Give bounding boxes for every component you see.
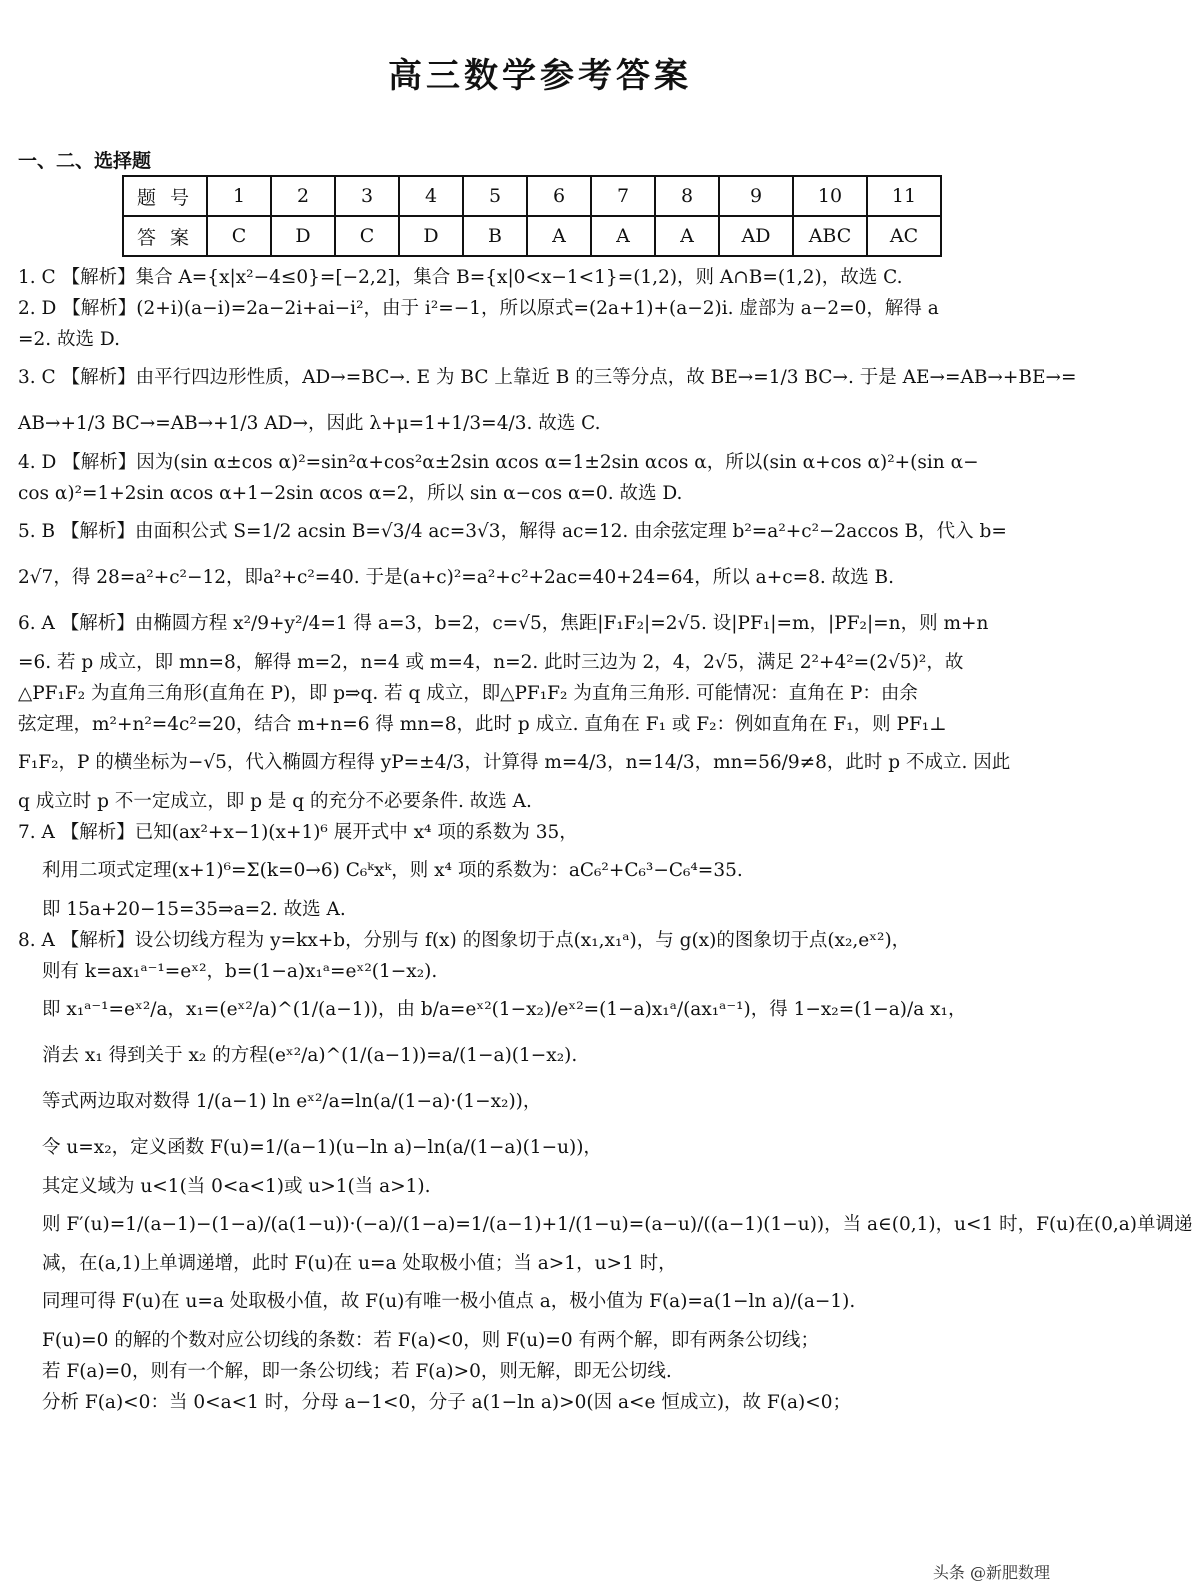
solution-line: 2√7，得 28=a²+c²−12，即a²+c²=40. 于是(a+c)²=a²+c²+2ac=40+24=64，所以 a+c=8. 故选 B.	[18, 567, 894, 588]
table-cell: 9	[719, 176, 793, 216]
table-cell: D	[271, 216, 335, 256]
table-row	[123, 216, 941, 256]
table-row-header: 答 案	[123, 216, 207, 256]
table-cell: 6	[527, 176, 591, 216]
solution-line: 弦定理，m²+n²=4c²=20，结合 m+n=6 得 mn=8，此时 p 成立. 直角在 F₁ 或 F₂：例如直角在 F₁，则 PF₁⊥	[18, 714, 947, 735]
solution-line: =2. 故选 D.	[18, 329, 120, 350]
solution-line: F₁F₂，P 的横坐标为−√5，代入椭圆方程得 yP=±4/3，计算得 m=4/3，n=14/3，mn=56/9≠8，此时 p 不成立. 因此	[18, 752, 1011, 773]
table-cell: 11	[867, 176, 941, 216]
solution-line: 其定义域为 u<1(当 0<a<1)或 u>1(当 a>1).	[42, 1176, 431, 1197]
table-cell: A	[591, 216, 655, 256]
solution-line: 即 x₁ᵃ⁻¹=eˣ²/a，x₁=(eˣ²/a)^(1/(a−1))，由 b/a=eˣ²(1−x₂)/eˣ²=(1−a)x₁ᵃ/(ax₁ᵃ⁻¹)，得 1−x₂=(1−a)/a x₁，	[42, 999, 967, 1020]
solution-line: 则 F′(u)=1/(a−1)−(1−a)/(a(1−u))·(−a)/(1−a)=1/(a−1)+1/(1−u)=(a−u)/((a−1)(1−u))，当 a∈(0,1)，u<1 时，F(u)在(0,a)单调递	[42, 1214, 1192, 1235]
table-cell: 5	[463, 176, 527, 216]
watermark-text: 头条 @新肥数理	[932, 1563, 1050, 1582]
solution-line: 同理可得 F(u)在 u=a 处取极小值，故 F(u)有唯一极小值点 a，极小值为 F(a)=a(1−ln a)/(a−1).	[42, 1291, 856, 1312]
table-row	[123, 176, 941, 216]
solution-line: 减，在(a,1)上单调递增，此时 F(u)在 u=a 处取极小值；当 a>1，u>1 时，	[42, 1253, 677, 1274]
solution-line: 令 u=x₂，定义函数 F(u)=1/(a−1)(u−ln a)−ln(a/(1−a)(1−u))，	[42, 1137, 602, 1158]
table-cell: 10	[793, 176, 867, 216]
page-title: 高三数学参考答案	[388, 56, 692, 96]
solution-line: 6. A 【解析】由椭圆方程 x²/9+y²/4=1 得 a=3，b=2，c=√5，焦距|F₁F₂|=2√5. 设|PF₁|=m，|PF₂|=n，则 m+n	[18, 613, 989, 634]
table-cell: A	[527, 216, 591, 256]
table-cell: 2	[271, 176, 335, 216]
solution-line: 即 15a+20−15=35⇒a=2. 故选 A.	[42, 899, 346, 920]
solution-line: 分析 F(a)<0：当 0<a<1 时，分母 a−1<0，分子 a(1−ln a)>0(因 a<e 恒成立)，故 F(a)<0；	[42, 1392, 851, 1413]
solution-line: 5. B 【解析】由面积公式 S=1/2 acsin B=√3/4 ac=3√3，解得 ac=12. 由余弦定理 b²=a²+c²−2accos B，代入 b=	[18, 521, 1007, 542]
table-row-header: 题 号	[123, 176, 207, 216]
solution-line: 8. A 【解析】设公切线方程为 y=kx+b，分别与 f(x) 的图象切于点(x₁,x₁ᵃ)，与 g(x)的图象切于点(x₂,eˣ²)，	[18, 930, 911, 951]
solution-line: F(u)=0 的解的个数对应公切线的条数：若 F(a)<0，则 F(u)=0 有两个解，即有两条公切线；	[42, 1330, 820, 1351]
table-cell: C	[207, 216, 271, 256]
solution-line: =6. 若 p 成立，即 mn=8，解得 m=2，n=4 或 m=4，n=2. 此时三边为 2，4，2√5，满足 2²+4²=(2√5)²，故	[18, 652, 964, 673]
solution-line: 利用二项式定理(x+1)⁶=Σ(k=0→6) C₆ᵏxᵏ，则 x⁴ 项的系数为：aC₆²+C₆³−C₆⁴=35.	[42, 860, 743, 881]
solutions-body	[18, 262, 1192, 1418]
table-cell: 1	[207, 176, 271, 216]
answer-table	[122, 175, 942, 257]
solution-line: 3. C 【解析】由平行四边形性质，AD→=BC→. E 为 BC 上靠近 B 的三等分点，故 BE→=1/3 BC→. 于是 AE→=AB→+BE→=	[18, 367, 1077, 388]
table-cell: AD	[719, 216, 793, 256]
solution-line: 则有 k=ax₁ᵃ⁻¹=eˣ²，b=(1−a)x₁ᵃ=eˣ²(1−x₂).	[42, 961, 438, 982]
table-cell: D	[399, 216, 463, 256]
table-cell: ABC	[793, 216, 867, 256]
solution-line: AB→+1/3 BC→=AB→+1/3 AD→，因此 λ+μ=1+1/3=4/3. 故选 C.	[18, 413, 601, 434]
solution-line: 消去 x₁ 得到关于 x₂ 的方程(eˣ²/a)^(1/(a−1))=a/(1−a)(1−x₂).	[42, 1045, 578, 1066]
table-cell: C	[335, 216, 399, 256]
solution-line: q 成立时 p 不一定成立，即 p 是 q 的充分不必要条件. 故选 A.	[18, 791, 532, 812]
solution-line: 等式两边取对数得 1/(a−1) ln eˣ²/a=ln(a/(1−a)·(1−x₂))，	[42, 1091, 542, 1112]
solution-line: 若 F(a)=0，则有一个解，即一条公切线；若 F(a)>0，则无解，即无公切线.	[42, 1361, 672, 1382]
table-cell: 3	[335, 176, 399, 216]
solution-line: 4. D 【解析】因为(sin α±cos α)²=sin²α+cos²α±2sin αcos α=1±2sin αcos α，所以(sin α+cos α)²+(sin α−	[18, 452, 979, 473]
solution-line: △PF₁F₂ 为直角三角形(直角在 P)，即 p⇒q. 若 q 成立，即△PF₁F₂ 为直角三角形. 可能情况：直角在 P：由余	[18, 683, 918, 704]
section-heading: 一、二、选择题	[18, 150, 152, 172]
solution-line: cos α)²=1+2sin αcos α+1−2sin αcos α=2，所以 sin α−cos α=0. 故选 D.	[18, 483, 683, 504]
solution-line: 7. A 【解析】已知(ax²+x−1)(x+1)⁶ 展开式中 x⁴ 项的系数为 35，	[18, 822, 578, 843]
table-cell: AC	[867, 216, 941, 256]
table-cell: 8	[655, 176, 719, 216]
table-cell: 7	[591, 176, 655, 216]
solution-line: 1. C 【解析】集合 A={x|x²−4≤0}=[−2,2]，集合 B={x|0<x−1<1}=(1,2)，则 A∩B=(1,2)，故选 C.	[18, 267, 903, 288]
table-cell: B	[463, 216, 527, 256]
solution-line: 2. D 【解析】(2+i)(a−i)=2a−2i+ai−i²，由于 i²=−1，所以原式=(2a+1)+(a−2)i. 虚部为 a−2=0，解得 a	[18, 298, 939, 319]
table-cell: A	[655, 216, 719, 256]
table-cell: 4	[399, 176, 463, 216]
